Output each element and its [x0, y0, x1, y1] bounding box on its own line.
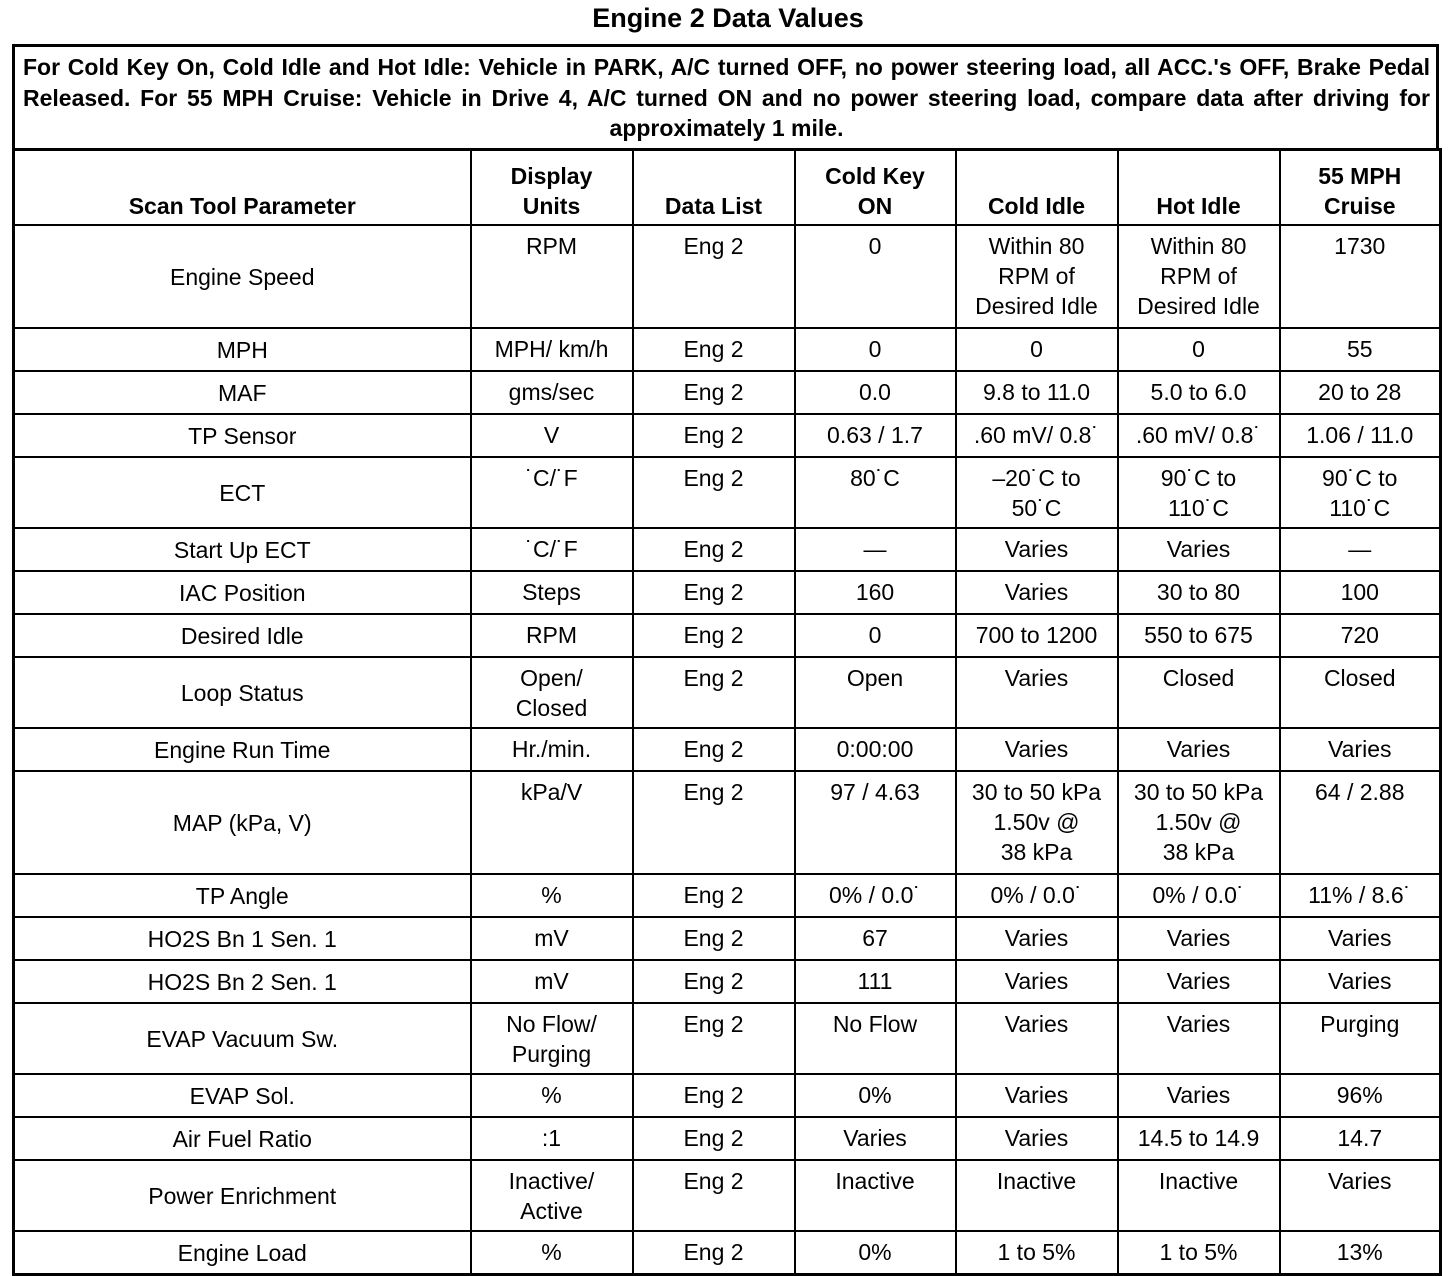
cell-cold-idle — [956, 1231, 1118, 1275]
cell-display-units — [471, 225, 633, 328]
cell-data-list: Eng 2 — [633, 1160, 795, 1231]
cell-scan-tool-parameter: Desired Idle — [14, 614, 471, 657]
cell-hot-idle-line: Closed — [1162, 665, 1235, 691]
cell-cold-key-on-line: 111 — [857, 968, 893, 994]
cell-cold-idle — [956, 528, 1118, 571]
cell-data-list: Eng 2 — [633, 225, 795, 328]
cell-cold-idle — [956, 1074, 1118, 1117]
cell-cold-idle-line: 30 to 50 kPa — [971, 779, 1102, 805]
cell-cold-idle — [956, 1003, 1118, 1074]
cell-hot-idle-line: Varies — [1166, 1011, 1231, 1037]
cell-display-units — [471, 1117, 633, 1160]
cell-data-list: Eng 2 — [633, 528, 795, 571]
header-cold-key-line: ON — [857, 193, 893, 219]
table-row — [14, 328, 1441, 371]
cell-55-mph-cruise — [1280, 614, 1441, 657]
cell-display-units — [471, 371, 633, 414]
table-row — [14, 1003, 1441, 1074]
page-title: Engine 2 Data Values — [592, 3, 864, 33]
table-row — [14, 1117, 1441, 1160]
cell-cold-key-on — [795, 457, 956, 528]
cell-cold-idle-line: 0 — [1030, 336, 1043, 362]
cell-55-mph-cruise — [1280, 960, 1441, 1003]
cell-display-units-line: gms/sec — [508, 379, 595, 405]
cell-cold-idle — [956, 371, 1118, 414]
cell-display-units-line: % — [541, 882, 562, 908]
cell-55-mph-cruise — [1280, 728, 1441, 771]
cell-55-mph-cruise-line: 720 — [1340, 622, 1379, 648]
cell-data-list: Eng 2 — [633, 571, 795, 614]
cell-cold-idle-line: 1 to 5% — [997, 1239, 1076, 1265]
cell-cold-key-on — [795, 1231, 956, 1275]
table-row — [14, 657, 1441, 728]
cell-cold-key-on-line: 0% / 0.0˙ — [828, 882, 922, 908]
cell-display-units-line: mV — [534, 925, 569, 951]
cell-hot-idle-line: 5.0 to 6.0 — [1150, 379, 1247, 405]
header-cold-idle: Cold Idle — [956, 150, 1118, 226]
cell-55-mph-cruise-line: Varies — [1328, 1168, 1392, 1194]
cell-hot-idle-line: 1 to 5% — [1159, 1239, 1238, 1265]
cell-55-mph-cruise — [1280, 528, 1441, 571]
cell-cold-idle-line: 38 kPa — [1000, 839, 1073, 865]
header-cruise-line: 55 MPH — [1318, 163, 1402, 189]
cell-display-units-line: :1 — [541, 1125, 562, 1151]
cell-cold-key-on-line: 97 / 4.63 — [830, 779, 920, 805]
cell-hot-idle-line: 90˙C to — [1160, 465, 1237, 491]
cell-data-list: Eng 2 — [633, 414, 795, 457]
cell-hot-idle-line: 0 — [1192, 336, 1205, 362]
cell-cold-key-on-line: 80˙C — [850, 465, 900, 491]
cell-data-list: Eng 2 — [633, 457, 795, 528]
cell-hot-idle-line: Varies — [1166, 1082, 1231, 1108]
cell-scan-tool-parameter: Engine Load — [14, 1231, 471, 1275]
cell-cold-key-on-line: 0:00:00 — [836, 736, 914, 762]
cell-cold-idle-line: 9.8 to 11.0 — [983, 379, 1090, 405]
cell-cold-idle-line: Varies — [1004, 736, 1069, 762]
cell-data-list: Eng 2 — [633, 614, 795, 657]
cell-hot-idle-line: Within 80 — [1150, 233, 1247, 259]
cell-hot-idle-line: 0% / 0.0˙ — [1152, 882, 1245, 908]
cell-scan-tool-parameter: MPH — [14, 328, 471, 371]
cell-hot-idle-line: 1.50v @ — [1155, 809, 1242, 835]
cell-hot-idle — [1118, 1231, 1280, 1275]
cell-scan-tool-parameter: Loop Status — [14, 657, 471, 728]
cell-hot-idle — [1118, 1074, 1280, 1117]
cell-cold-idle — [956, 874, 1118, 917]
cell-cold-idle — [956, 457, 1118, 528]
cell-cold-idle-line: .60 mV/ 0.8˙ — [973, 422, 1100, 448]
cell-display-units — [471, 728, 633, 771]
table-header — [14, 150, 1441, 226]
cell-cold-idle — [956, 917, 1118, 960]
cell-cold-idle — [956, 571, 1118, 614]
table-row — [14, 960, 1441, 1003]
cell-display-units-line: RPM — [525, 233, 578, 259]
cell-display-units — [471, 1074, 633, 1117]
table-row — [14, 571, 1441, 614]
header-55-mph-cruise — [1280, 150, 1441, 226]
cell-cold-idle — [956, 614, 1118, 657]
cell-hot-idle-line: 550 to 675 — [1144, 622, 1253, 648]
cell-hot-idle-line: Inactive — [1158, 1168, 1239, 1194]
cell-cold-idle — [956, 328, 1118, 371]
table-row — [14, 414, 1441, 457]
header-data-list: Data List — [633, 150, 795, 226]
cell-cold-idle-line: Varies — [1004, 1125, 1069, 1151]
table-row — [14, 371, 1441, 414]
cell-display-units-line: Hr./min. — [511, 736, 592, 762]
cell-data-list: Eng 2 — [633, 1231, 795, 1275]
table-row — [14, 528, 1441, 571]
cell-cold-idle-line: Varies — [1004, 665, 1069, 691]
cell-cold-idle-line: Varies — [1004, 579, 1069, 605]
cell-display-units — [471, 771, 633, 874]
cell-display-units — [471, 1003, 633, 1074]
cell-55-mph-cruise — [1280, 657, 1441, 728]
cell-55-mph-cruise-line: 96% — [1336, 1082, 1383, 1108]
cell-55-mph-cruise — [1280, 917, 1441, 960]
header-display-units-line: Display — [510, 163, 593, 189]
cell-data-list: Eng 2 — [633, 328, 795, 371]
cell-hot-idle — [1118, 1003, 1280, 1074]
cell-display-units-line: Inactive/ — [508, 1168, 595, 1194]
cell-hot-idle-line: 110˙C — [1168, 495, 1229, 521]
cell-55-mph-cruise-line: 55 — [1346, 336, 1373, 362]
cell-55-mph-cruise-line: 64 / 2.88 — [1314, 779, 1405, 805]
cell-data-list: Eng 2 — [633, 917, 795, 960]
cell-display-units — [471, 960, 633, 1003]
cell-55-mph-cruise-line: 20 to 28 — [1318, 379, 1402, 405]
cell-hot-idle-line: RPM of — [1160, 263, 1237, 289]
cell-55-mph-cruise-line: 90˙C to — [1322, 465, 1398, 491]
cell-hot-idle-line: Varies — [1166, 925, 1231, 951]
cell-cold-key-on — [795, 371, 956, 414]
cell-55-mph-cruise-line: 1730 — [1334, 233, 1386, 259]
header-cold-key-line: Cold Key — [825, 163, 925, 189]
cell-55-mph-cruise — [1280, 1231, 1441, 1275]
cell-cold-idle — [956, 960, 1118, 1003]
cell-display-units-line: Steps — [522, 579, 581, 605]
cell-55-mph-cruise — [1280, 1160, 1441, 1231]
table-row — [14, 917, 1441, 960]
cell-55-mph-cruise — [1280, 225, 1441, 328]
cell-data-list: Eng 2 — [633, 874, 795, 917]
cell-cold-key-on-line: 67 — [862, 925, 888, 951]
cell-55-mph-cruise-line: 13% — [1336, 1239, 1383, 1265]
cell-scan-tool-parameter: HO2S Bn 1 Sen. 1 — [14, 917, 471, 960]
cell-cold-key-on-line: Open — [846, 665, 904, 691]
cell-cold-idle-line: 700 to 1200 — [975, 622, 1098, 648]
cell-cold-key-on — [795, 225, 956, 328]
cell-display-units — [471, 571, 633, 614]
cell-scan-tool-parameter: IAC Position — [14, 571, 471, 614]
cell-display-units-line: MPH/ km/h — [494, 336, 609, 362]
cell-hot-idle — [1118, 1117, 1280, 1160]
cell-display-units — [471, 1160, 633, 1231]
cell-55-mph-cruise — [1280, 1074, 1441, 1117]
cell-55-mph-cruise — [1280, 328, 1441, 371]
cell-scan-tool-parameter: EVAP Vacuum Sw. — [14, 1003, 471, 1074]
cell-display-units-line: Purging — [511, 1041, 592, 1067]
cell-cold-idle-line: 50˙C — [1011, 495, 1062, 521]
cell-display-units — [471, 328, 633, 371]
cell-data-list: Eng 2 — [633, 657, 795, 728]
cell-display-units — [471, 874, 633, 917]
cell-cold-key-on — [795, 1117, 956, 1160]
cell-cold-idle-line: Desired Idle — [975, 293, 1098, 319]
cell-cold-idle-line: Varies — [1004, 968, 1069, 994]
cell-display-units-line: mV — [534, 968, 569, 994]
table-row — [14, 614, 1441, 657]
cell-hot-idle — [1118, 414, 1280, 457]
cell-55-mph-cruise-line: 1.06 / 11.0 — [1306, 422, 1414, 448]
cell-cold-idle-line: Varies — [1004, 1011, 1069, 1037]
cell-cold-idle-line: Varies — [1004, 536, 1069, 562]
cell-hot-idle — [1118, 371, 1280, 414]
cell-scan-tool-parameter: MAP (kPa, V) — [14, 771, 471, 874]
cell-cold-idle-line: –20˙C to — [992, 465, 1081, 491]
cell-hot-idle — [1118, 328, 1280, 371]
cell-cold-idle-line: Varies — [1004, 1082, 1069, 1108]
cell-cold-key-on — [795, 571, 956, 614]
cell-cold-key-on — [795, 917, 956, 960]
cell-data-list: Eng 2 — [633, 1117, 795, 1160]
cell-55-mph-cruise-line: 100 — [1340, 579, 1379, 605]
cell-cold-idle — [956, 1160, 1118, 1231]
cell-cold-key-on-line: 0 — [868, 622, 882, 648]
cell-cold-idle-line: RPM of — [998, 263, 1075, 289]
cell-scan-tool-parameter: ECT — [14, 457, 471, 528]
cell-display-units-line: No Flow/ — [506, 1011, 597, 1037]
cell-cold-key-on-line: Varies — [843, 1125, 907, 1151]
cell-hot-idle — [1118, 917, 1280, 960]
cell-55-mph-cruise-line: Closed — [1323, 665, 1396, 691]
cell-scan-tool-parameter: Engine Speed — [14, 225, 471, 328]
cell-cold-key-on — [795, 328, 956, 371]
cell-55-mph-cruise-line: Varies — [1328, 925, 1392, 951]
cell-display-units — [471, 614, 633, 657]
cell-hot-idle — [1118, 771, 1280, 874]
cell-display-units-line: kPa/V — [520, 779, 583, 805]
header-display-units — [471, 150, 633, 226]
cell-data-list: Eng 2 — [633, 771, 795, 874]
cell-cold-key-on-line: 0% — [858, 1082, 892, 1108]
cell-cold-idle-line: Within 80 — [988, 233, 1085, 259]
cell-scan-tool-parameter: Power Enrichment — [14, 1160, 471, 1231]
cell-55-mph-cruise-line: — — [1348, 536, 1372, 562]
cell-cold-key-on — [795, 1074, 956, 1117]
cell-scan-tool-parameter: Air Fuel Ratio — [14, 1117, 471, 1160]
cell-cold-key-on-line: 160 — [855, 579, 895, 605]
cell-55-mph-cruise — [1280, 414, 1441, 457]
cell-55-mph-cruise — [1280, 771, 1441, 874]
cell-hot-idle-line: Varies — [1166, 968, 1231, 994]
cell-display-units — [471, 1231, 633, 1275]
cell-hot-idle — [1118, 614, 1280, 657]
cell-cold-idle — [956, 728, 1118, 771]
conditions-note: For Cold Key On, Cold Idle and Hot Idle: Vehicle in PARK, A/C turned OFF, no power steering load, all ACC.'s OFF, Brake Pedal Released. For 55 MPH Cruise: Vehicle in Drive 4, A/C turned ON and no power steering load, compare data after driving for approximately 1 mile. — [12, 44, 1439, 148]
cell-cold-key-on-line: 0 — [868, 336, 882, 362]
cell-hot-idle — [1118, 225, 1280, 328]
header-cruise-line: Cruise — [1323, 193, 1396, 219]
cell-cold-key-on — [795, 614, 956, 657]
table-body — [14, 225, 1441, 1275]
cell-55-mph-cruise-line: 11% / 8.6˙ — [1308, 882, 1412, 908]
cell-display-units-line: ˙C/˙F — [525, 536, 578, 562]
cell-display-units — [471, 414, 633, 457]
cell-cold-key-on-line: 0 — [868, 233, 882, 259]
cell-cold-key-on — [795, 771, 956, 874]
cell-cold-idle-line: 0% / 0.0˙ — [990, 882, 1083, 908]
cell-cold-idle-line: Inactive — [996, 1168, 1077, 1194]
cell-55-mph-cruise — [1280, 371, 1441, 414]
cell-scan-tool-parameter: MAF — [14, 371, 471, 414]
header-display-units-line: Units — [522, 193, 581, 219]
cell-cold-idle — [956, 225, 1118, 328]
cell-data-list: Eng 2 — [633, 1003, 795, 1074]
table-row — [14, 1231, 1441, 1275]
cell-hot-idle — [1118, 960, 1280, 1003]
cell-hot-idle-line: Varies — [1166, 536, 1231, 562]
table-row — [14, 1074, 1441, 1117]
cell-55-mph-cruise-line: Varies — [1328, 736, 1392, 762]
cell-hot-idle-line: .60 mV/ 0.8˙ — [1135, 422, 1262, 448]
cell-data-list: Eng 2 — [633, 371, 795, 414]
cell-display-units-line: Active — [520, 1198, 583, 1224]
cell-display-units — [471, 917, 633, 960]
cell-cold-key-on — [795, 528, 956, 571]
cell-cold-key-on-line: 0.63 / 1.7 — [827, 422, 923, 448]
cell-cold-key-on-line: 0.0 — [859, 379, 891, 405]
cell-cold-idle — [956, 657, 1118, 728]
cell-cold-key-on-line: 0% — [858, 1239, 892, 1265]
cell-55-mph-cruise — [1280, 1003, 1441, 1074]
cell-display-units-line: ˙C/˙F — [525, 465, 578, 491]
cell-data-list: Eng 2 — [633, 960, 795, 1003]
cell-display-units-line: V — [543, 422, 560, 448]
table-row — [14, 225, 1441, 328]
cell-cold-idle-line: Varies — [1004, 925, 1069, 951]
cell-display-units — [471, 457, 633, 528]
cell-data-list: Eng 2 — [633, 1074, 795, 1117]
cell-scan-tool-parameter: TP Angle — [14, 874, 471, 917]
cell-display-units-line: RPM — [525, 622, 578, 648]
cell-hot-idle — [1118, 657, 1280, 728]
cell-hot-idle — [1118, 528, 1280, 571]
cell-55-mph-cruise-line: 110˙C — [1329, 495, 1391, 521]
cell-55-mph-cruise — [1280, 1117, 1441, 1160]
cell-hot-idle — [1118, 1160, 1280, 1231]
cell-55-mph-cruise-line: Varies — [1328, 968, 1392, 994]
cell-scan-tool-parameter: Start Up ECT — [14, 528, 471, 571]
cell-55-mph-cruise — [1280, 571, 1441, 614]
cell-cold-key-on-line: No Flow — [832, 1011, 918, 1037]
cell-hot-idle-line: Varies — [1166, 736, 1231, 762]
cell-cold-key-on — [795, 1003, 956, 1074]
table-row — [14, 1160, 1441, 1231]
cell-55-mph-cruise — [1280, 874, 1441, 917]
cell-cold-key-on — [795, 1160, 956, 1231]
cell-55-mph-cruise-line: 14.7 — [1337, 1125, 1383, 1151]
cell-hot-idle-line: 30 to 50 kPa — [1133, 779, 1264, 805]
cell-scan-tool-parameter: HO2S Bn 2 Sen. 1 — [14, 960, 471, 1003]
table-row — [14, 874, 1441, 917]
cell-display-units — [471, 528, 633, 571]
table-row — [14, 771, 1441, 874]
cell-scan-tool-parameter: EVAP Sol. — [14, 1074, 471, 1117]
cell-cold-idle — [956, 1117, 1118, 1160]
header-cold-key-on — [795, 150, 956, 226]
cell-display-units-line: % — [541, 1082, 562, 1108]
table-row — [14, 457, 1441, 528]
cell-cold-key-on-line: — — [863, 536, 887, 562]
cell-cold-idle — [956, 414, 1118, 457]
cell-cold-key-on-line: Inactive — [835, 1168, 915, 1194]
cell-55-mph-cruise-line: Purging — [1320, 1011, 1400, 1037]
cell-cold-key-on — [795, 414, 956, 457]
table-row — [14, 728, 1441, 771]
cell-hot-idle — [1118, 874, 1280, 917]
cell-hot-idle-line: Desired Idle — [1137, 293, 1260, 319]
cell-hot-idle-line: 30 to 80 — [1156, 579, 1241, 605]
cell-display-units-line: % — [541, 1239, 562, 1265]
cell-data-list: Eng 2 — [633, 728, 795, 771]
cell-hot-idle — [1118, 728, 1280, 771]
cell-display-units — [471, 657, 633, 728]
cell-hot-idle-line: 38 kPa — [1162, 839, 1235, 865]
cell-hot-idle — [1118, 571, 1280, 614]
cell-cold-key-on — [795, 657, 956, 728]
cell-scan-tool-parameter: TP Sensor — [14, 414, 471, 457]
cell-hot-idle-line: 14.5 to 14.9 — [1137, 1125, 1260, 1151]
cell-display-units-line: Open/ — [520, 665, 583, 691]
header-scan-tool-parameter: Scan Tool Parameter — [14, 150, 471, 226]
cell-hot-idle — [1118, 457, 1280, 528]
cell-display-units-line: Closed — [515, 695, 588, 721]
cell-scan-tool-parameter: Engine Run Time — [14, 728, 471, 771]
cell-cold-idle-line: 1.50v @ — [993, 809, 1080, 835]
cell-55-mph-cruise — [1280, 457, 1441, 528]
cell-cold-idle — [956, 771, 1118, 874]
cell-cold-key-on — [795, 728, 956, 771]
cell-cold-key-on — [795, 960, 956, 1003]
header-hot-idle: Hot Idle — [1118, 150, 1280, 226]
cell-cold-key-on — [795, 874, 956, 917]
data-values-table — [12, 148, 1442, 1276]
